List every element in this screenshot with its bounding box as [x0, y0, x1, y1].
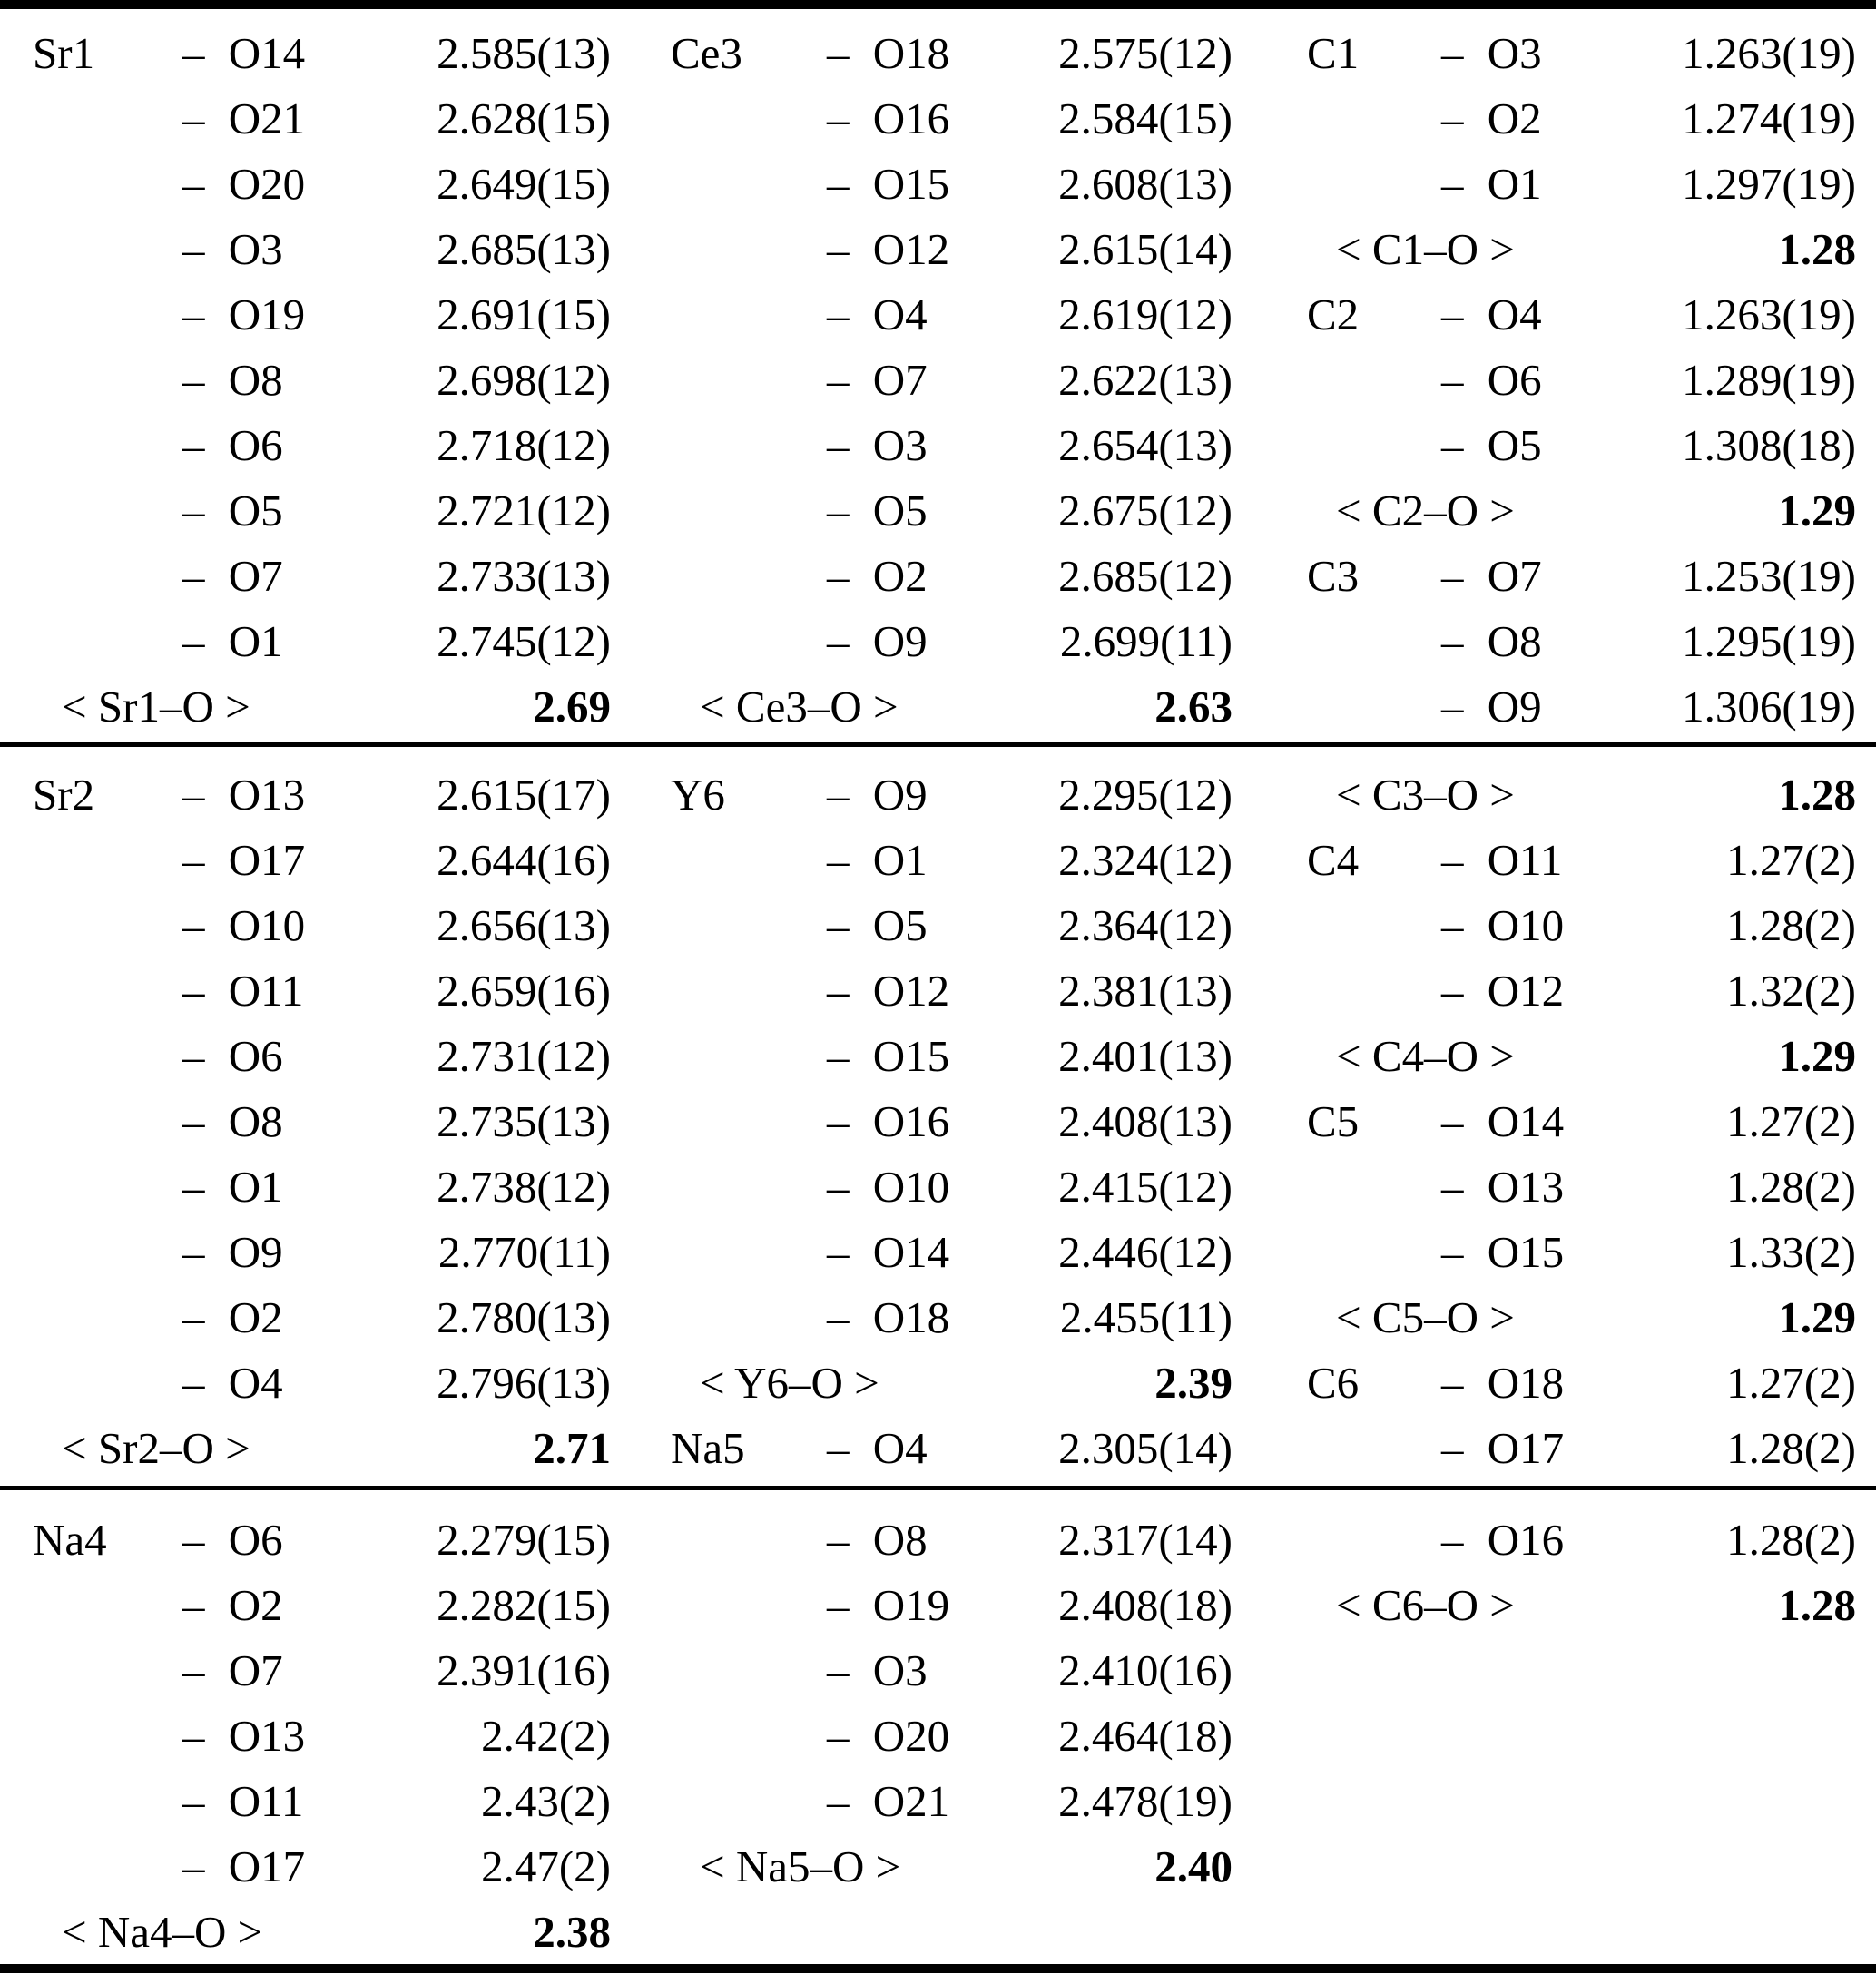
- bond-label: – O2: [827, 550, 928, 601]
- table-section-3: [0, 1490, 1876, 1964]
- column-group-1: [0, 761, 625, 1480]
- bond-label: – O3: [182, 223, 283, 274]
- average-label: < C6–O >: [1336, 1579, 1515, 1630]
- distance-value: 1.32(2): [1726, 965, 1856, 1016]
- atom-label: C2: [1307, 289, 1360, 339]
- distance-value: 2.324(12): [1058, 834, 1233, 885]
- average-value: 1.28: [1778, 1579, 1856, 1630]
- distance-value: 2.699(11): [1059, 615, 1233, 666]
- bond-label: – O5: [182, 485, 283, 535]
- distance-value: 1.33(2): [1726, 1226, 1856, 1277]
- bond-label: – O11: [182, 1775, 304, 1826]
- bond-row: [625, 281, 1251, 347]
- average-label: < C3–O >: [1336, 769, 1515, 820]
- distance-value: 2.401(13): [1058, 1030, 1233, 1081]
- bond-label: – O7: [182, 550, 283, 601]
- bond-label: – O15: [1441, 1226, 1565, 1277]
- bond-label: – O20: [182, 158, 306, 209]
- distance-value: 1.263(19): [1682, 289, 1856, 339]
- average-row: [1251, 477, 1876, 543]
- distance-value: 1.295(19): [1682, 615, 1856, 666]
- bond-row: [0, 608, 625, 673]
- average-label: < C4–O >: [1336, 1030, 1515, 1081]
- bond-label: – O3: [827, 419, 928, 470]
- distance-value: 2.584(15): [1058, 93, 1233, 143]
- average-value: 1.29: [1778, 485, 1856, 535]
- distance-value: 1.308(18): [1682, 419, 1856, 470]
- bond-label: – O4: [182, 1357, 283, 1408]
- distance-value: 2.381(13): [1058, 965, 1233, 1016]
- bond-row: [625, 347, 1251, 412]
- bond-row: [0, 1572, 625, 1637]
- bond-row: [0, 1284, 625, 1350]
- distance-value: 2.675(12): [1058, 485, 1233, 535]
- distance-value: 1.28(2): [1726, 1161, 1856, 1212]
- bond-row: [1251, 1507, 1876, 1572]
- atom-label: C5: [1307, 1095, 1360, 1146]
- bond-label: – O8: [827, 1514, 928, 1565]
- bond-row: [1251, 412, 1876, 477]
- bond-label: – O4: [827, 289, 928, 339]
- bond-label: – O7: [1441, 550, 1542, 601]
- bond-row: [0, 761, 625, 827]
- average-value: 1.29: [1778, 1030, 1856, 1081]
- distance-value: 2.410(16): [1058, 1645, 1233, 1695]
- bond-row: [0, 1154, 625, 1219]
- average-row: [625, 1833, 1251, 1899]
- distance-value: 2.656(13): [437, 899, 611, 950]
- bond-label: – O18: [1441, 1357, 1565, 1408]
- average-row: [625, 673, 1251, 739]
- bond-row: [625, 1703, 1251, 1768]
- bond-row: [625, 958, 1251, 1023]
- atom-label: Na4: [33, 1514, 107, 1565]
- average-row: [0, 673, 625, 739]
- average-row: [0, 1899, 625, 1964]
- distance-value: 2.731(12): [437, 1030, 611, 1081]
- column-group-1: [0, 1507, 625, 1964]
- table-bottom-rule: [0, 1964, 1876, 1973]
- distance-value: 2.42(2): [481, 1710, 611, 1761]
- bond-label: – O17: [182, 834, 306, 885]
- bond-row: [625, 1507, 1251, 1572]
- average-label: < Na4–O >: [62, 1906, 263, 1957]
- bond-row: [625, 892, 1251, 958]
- average-value: 2.40: [1154, 1841, 1233, 1891]
- bond-row: [625, 412, 1251, 477]
- bond-row: [625, 1415, 1251, 1480]
- distance-value: 2.718(12): [437, 419, 611, 470]
- average-label: < Ce3–O >: [700, 681, 899, 732]
- column-group-3: [1251, 1507, 1876, 1964]
- distance-value: 2.649(15): [437, 158, 611, 209]
- distance-value: 2.446(12): [1058, 1226, 1233, 1277]
- distance-value: 2.780(13): [437, 1291, 611, 1342]
- distance-value: 2.735(13): [437, 1095, 611, 1146]
- bond-row: [625, 1768, 1251, 1833]
- bond-label: – O15: [827, 158, 950, 209]
- bond-label: – O1: [182, 615, 283, 666]
- distance-value: 1.306(19): [1682, 681, 1856, 732]
- distance-value: 2.721(12): [437, 485, 611, 535]
- bond-row: [1251, 151, 1876, 216]
- distance-value: 2.796(13): [437, 1357, 611, 1408]
- distance-value: 1.274(19): [1682, 93, 1856, 143]
- bond-row: [1251, 1219, 1876, 1284]
- column-group-3: [1251, 20, 1876, 739]
- bond-label: – O5: [827, 899, 928, 950]
- bond-row: [0, 347, 625, 412]
- average-value: 1.29: [1778, 1291, 1856, 1342]
- atom-label: Sr1: [33, 27, 95, 78]
- bond-row: [1251, 1415, 1876, 1480]
- distance-value: 1.297(19): [1682, 158, 1856, 209]
- bond-row: [1251, 1088, 1876, 1154]
- bond-row: [1251, 543, 1876, 608]
- distance-value: 2.738(12): [437, 1161, 611, 1212]
- distance-value: 2.685(12): [1058, 550, 1233, 601]
- distance-value: 2.622(13): [1058, 354, 1233, 405]
- bond-row: [625, 1637, 1251, 1703]
- bond-row: [0, 85, 625, 151]
- distance-value: 1.253(19): [1682, 550, 1856, 601]
- bond-row: [0, 1350, 625, 1415]
- average-value: 2.71: [533, 1422, 611, 1473]
- column-group-2: [625, 20, 1251, 739]
- table-top-rule: [0, 0, 1876, 9]
- distance-value: 1.28(2): [1726, 899, 1856, 950]
- average-label: < C2–O >: [1336, 485, 1515, 535]
- bond-label: – O2: [182, 1579, 283, 1630]
- bond-row: [0, 477, 625, 543]
- distance-value: 2.47(2): [481, 1841, 611, 1891]
- atom-label: Na5: [671, 1422, 745, 1473]
- bond-row: [625, 1572, 1251, 1637]
- average-row: [1251, 216, 1876, 281]
- bond-label: – O21: [182, 93, 306, 143]
- distance-value: 1.27(2): [1726, 1095, 1856, 1146]
- bond-row: [1251, 347, 1876, 412]
- average-label: < C1–O >: [1336, 223, 1515, 274]
- bond-label: – O16: [827, 93, 950, 143]
- bond-row: [0, 281, 625, 347]
- bond-row: [625, 1088, 1251, 1154]
- bond-row: [0, 1088, 625, 1154]
- bond-label: – O2: [1441, 93, 1542, 143]
- bond-label: – O6: [182, 1514, 283, 1565]
- bond-row: [0, 827, 625, 892]
- distance-value: 2.691(15): [437, 289, 611, 339]
- bond-label: – O9: [182, 1226, 283, 1277]
- bond-row: [625, 1023, 1251, 1088]
- column-group-3: [1251, 761, 1876, 1480]
- distance-value: 1.27(2): [1726, 1357, 1856, 1408]
- distance-value: 2.585(13): [437, 27, 611, 78]
- bond-row: [0, 151, 625, 216]
- bond-row: [0, 1023, 625, 1088]
- distance-value: 2.408(13): [1058, 1095, 1233, 1146]
- bond-row: [0, 543, 625, 608]
- distance-value: 2.654(13): [1058, 419, 1233, 470]
- bond-label: – O16: [827, 1095, 950, 1146]
- average-value: 2.69: [533, 681, 611, 732]
- distance-value: 2.408(18): [1058, 1579, 1233, 1630]
- atom-label: C4: [1307, 834, 1360, 885]
- average-value: 1.28: [1778, 769, 1856, 820]
- bond-row: [625, 761, 1251, 827]
- distance-value: 1.28(2): [1726, 1422, 1856, 1473]
- distance-value: 2.478(19): [1058, 1775, 1233, 1826]
- bond-row: [1251, 892, 1876, 958]
- distance-value: 2.415(12): [1058, 1161, 1233, 1212]
- bond-label: – O11: [1441, 834, 1563, 885]
- bond-label: – O8: [1441, 615, 1542, 666]
- table-section-1: [0, 9, 1876, 742]
- bond-label: – O4: [827, 1422, 928, 1473]
- bond-label: – O1: [827, 834, 928, 885]
- bond-label: – O12: [827, 965, 950, 1016]
- average-label: < Sr2–O >: [62, 1422, 250, 1473]
- bond-label: – O1: [182, 1161, 283, 1212]
- bond-label: – O8: [182, 1095, 283, 1146]
- distance-value: 2.628(15): [437, 93, 611, 143]
- bond-row: [0, 892, 625, 958]
- bond-label: – O8: [182, 354, 283, 405]
- average-row: [1251, 1572, 1876, 1637]
- bond-label: – O9: [827, 615, 928, 666]
- bond-row: [0, 412, 625, 477]
- bond-row: [625, 216, 1251, 281]
- distance-value: 2.608(13): [1058, 158, 1233, 209]
- column-group-2: [625, 761, 1251, 1480]
- bond-label: – O6: [1441, 354, 1542, 405]
- bond-row: [0, 1703, 625, 1768]
- bond-row: [1251, 827, 1876, 892]
- bond-row: [1251, 85, 1876, 151]
- bond-label: – O19: [182, 289, 306, 339]
- column-group-1: [0, 20, 625, 739]
- atom-label: Y6: [671, 769, 725, 820]
- bond-row: [625, 543, 1251, 608]
- bond-label: – O5: [1441, 419, 1542, 470]
- bond-label: – O13: [182, 1710, 306, 1761]
- bond-label: – O12: [1441, 965, 1565, 1016]
- bond-label: – O10: [182, 899, 306, 950]
- distance-value: 2.745(12): [437, 615, 611, 666]
- distance-value: 2.575(12): [1058, 27, 1233, 78]
- average-value: 1.28: [1778, 223, 1856, 274]
- distance-value: 2.282(15): [437, 1579, 611, 1630]
- average-row: [1251, 1023, 1876, 1088]
- distance-value: 2.615(17): [437, 769, 611, 820]
- bond-row: [625, 608, 1251, 673]
- bond-label: – O17: [182, 1841, 306, 1891]
- bond-label: – O16: [1441, 1514, 1565, 1565]
- bond-row: [625, 1284, 1251, 1350]
- bond-row: [1251, 20, 1876, 85]
- average-label: < Sr1–O >: [62, 681, 250, 732]
- distance-value: 2.364(12): [1058, 899, 1233, 950]
- distance-value: 2.615(14): [1058, 223, 1233, 274]
- bond-row: [0, 1219, 625, 1284]
- distance-value: 2.464(18): [1058, 1710, 1233, 1761]
- bond-row: [625, 827, 1251, 892]
- bond-label: – O2: [182, 1291, 283, 1342]
- bond-label: – O7: [827, 354, 928, 405]
- average-row: [625, 1350, 1251, 1415]
- bond-row: [0, 216, 625, 281]
- average-label: < Na5–O >: [700, 1841, 901, 1891]
- bond-row: [625, 20, 1251, 85]
- bond-label: – O1: [1441, 158, 1542, 209]
- bond-label: – O15: [827, 1030, 950, 1081]
- bond-label: – O11: [182, 965, 304, 1016]
- distance-value: 2.685(13): [437, 223, 611, 274]
- average-label: < Y6–O >: [700, 1357, 879, 1408]
- bond-label: – O18: [827, 27, 950, 78]
- bond-label: – O6: [182, 419, 283, 470]
- bond-row: [0, 20, 625, 85]
- bond-label: – O6: [182, 1030, 283, 1081]
- atom-label: Ce3: [671, 27, 742, 78]
- bond-label: – O19: [827, 1579, 950, 1630]
- distance-value: 1.289(19): [1682, 354, 1856, 405]
- bond-label: – O13: [1441, 1161, 1565, 1212]
- bond-label: – O14: [827, 1226, 950, 1277]
- bond-label: – O13: [182, 769, 306, 820]
- bond-label: – O20: [827, 1710, 950, 1761]
- bond-row: [625, 85, 1251, 151]
- distance-value: 2.698(12): [437, 354, 611, 405]
- distance-value: 2.279(15): [437, 1514, 611, 1565]
- bond-label: – O5: [827, 485, 928, 535]
- bond-row: [1251, 1350, 1876, 1415]
- bond-row: [625, 1219, 1251, 1284]
- bond-row: [1251, 281, 1876, 347]
- bond-label: – O7: [182, 1645, 283, 1695]
- average-value: 2.38: [533, 1906, 611, 1957]
- column-group-2: [625, 1507, 1251, 1964]
- bond-row: [0, 1833, 625, 1899]
- bond-row: [0, 1507, 625, 1572]
- atom-label: Sr2: [33, 769, 95, 820]
- bond-label: – O10: [827, 1161, 950, 1212]
- distance-value: 2.770(11): [437, 1226, 611, 1277]
- distance-value: 1.28(2): [1726, 1514, 1856, 1565]
- bond-row: [0, 1768, 625, 1833]
- distance-value: 2.391(16): [437, 1645, 611, 1695]
- distance-value: 1.263(19): [1682, 27, 1856, 78]
- bond-label: – O9: [827, 769, 928, 820]
- average-row: [0, 1415, 625, 1480]
- bond-label: – O18: [827, 1291, 950, 1342]
- bond-row: [1251, 608, 1876, 673]
- bond-label: – O4: [1441, 289, 1542, 339]
- bond-row: [625, 477, 1251, 543]
- distance-value: 2.455(11): [1059, 1291, 1233, 1342]
- bond-row: [625, 1154, 1251, 1219]
- bond-label: – O12: [827, 223, 950, 274]
- distance-value: 2.295(12): [1058, 769, 1233, 820]
- bond-row: [1251, 1154, 1876, 1219]
- atom-label: C6: [1307, 1357, 1360, 1408]
- bond-row: [1251, 673, 1876, 739]
- average-row: [1251, 761, 1876, 827]
- bond-label: – O17: [1441, 1422, 1565, 1473]
- distance-value: 2.733(13): [437, 550, 611, 601]
- average-value: 2.63: [1154, 681, 1233, 732]
- distance-value: 2.659(16): [437, 965, 611, 1016]
- atom-label: C3: [1307, 550, 1360, 601]
- distance-value: 2.644(16): [437, 834, 611, 885]
- bond-row: [0, 958, 625, 1023]
- average-row: [1251, 1284, 1876, 1350]
- atom-label: C1: [1307, 27, 1360, 78]
- distance-value: 2.619(12): [1058, 289, 1233, 339]
- average-label: < C5–O >: [1336, 1291, 1515, 1342]
- bond-row: [0, 1637, 625, 1703]
- bond-label: – O14: [182, 27, 306, 78]
- bond-label: – O3: [1441, 27, 1542, 78]
- distance-value: 1.27(2): [1726, 834, 1856, 885]
- bond-label: – O3: [827, 1645, 928, 1695]
- bond-label: – O10: [1441, 899, 1565, 950]
- distance-value: 2.305(14): [1058, 1422, 1233, 1473]
- bond-row: [625, 151, 1251, 216]
- distance-value: 2.43(2): [481, 1775, 611, 1826]
- bond-label: – O9: [1441, 681, 1542, 732]
- bond-row: [1251, 958, 1876, 1023]
- average-value: 2.39: [1154, 1357, 1233, 1408]
- distance-value: 2.317(14): [1058, 1514, 1233, 1565]
- bond-label: – O21: [827, 1775, 950, 1826]
- table-section-2: [0, 747, 1876, 1486]
- bond-label: – O14: [1441, 1095, 1565, 1146]
